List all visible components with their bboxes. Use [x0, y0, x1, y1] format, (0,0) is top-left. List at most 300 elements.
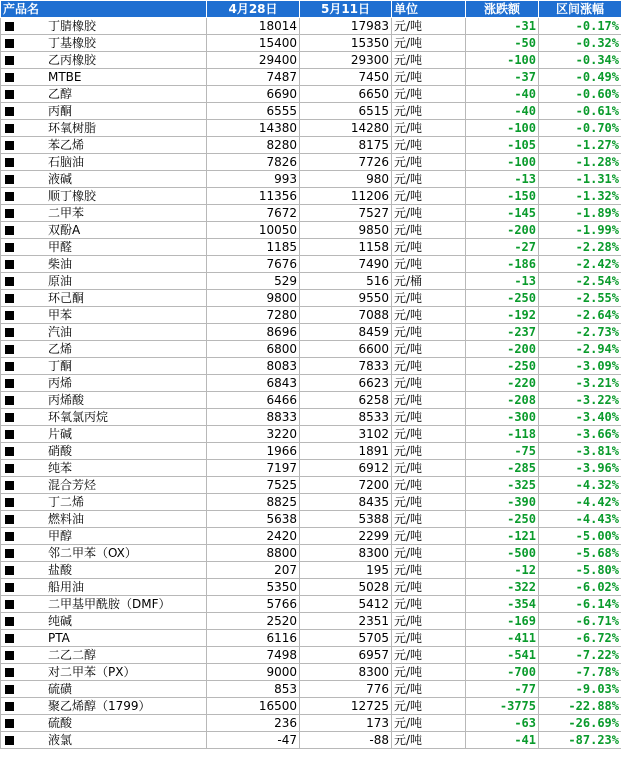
table-row [1, 562, 621, 579]
unit: 元/吨 [392, 358, 466, 375]
square-bullet-icon [5, 651, 14, 660]
unit: 元/吨 [392, 596, 466, 613]
price-may11: 6600 [300, 341, 392, 358]
unit: 元/吨 [392, 681, 466, 698]
price-may11: 2351 [300, 613, 392, 630]
price-apr28: 5638 [207, 511, 300, 528]
product-name-cell [1, 86, 207, 103]
price-apr28: 1185 [207, 239, 300, 256]
header-pct-change: 区间涨幅 [539, 1, 621, 18]
product-name: 纯碱 [48, 614, 73, 628]
product-name-cell [1, 681, 207, 698]
pct-change: -2.94% [539, 341, 621, 358]
product-name-cell [1, 324, 207, 341]
change-amount: -322 [466, 579, 539, 596]
unit: 元/吨 [392, 35, 466, 52]
unit: 元/吨 [392, 460, 466, 477]
price-apr28: 8833 [207, 409, 300, 426]
price-may11: 8175 [300, 137, 392, 154]
product-name: 甲醛 [48, 240, 73, 254]
pct-change: -26.69% [539, 715, 621, 732]
change-amount: -541 [466, 647, 539, 664]
price-may11: 7450 [300, 69, 392, 86]
change-amount: -186 [466, 256, 539, 273]
price-apr28: 8280 [207, 137, 300, 154]
pct-change: -3.66% [539, 426, 621, 443]
price-apr28: 207 [207, 562, 300, 579]
unit: 元/吨 [392, 545, 466, 562]
square-bullet-icon [5, 260, 14, 269]
price-apr28: 853 [207, 681, 300, 698]
table-body [1, 18, 621, 749]
price-may11: 6912 [300, 460, 392, 477]
table-row [1, 256, 621, 273]
pct-change: -7.78% [539, 664, 621, 681]
pct-change: -2.54% [539, 273, 621, 290]
price-apr28: 9800 [207, 290, 300, 307]
product-name: 原油 [48, 274, 73, 288]
change-amount: -250 [466, 290, 539, 307]
price-may11: 7726 [300, 154, 392, 171]
table-row [1, 69, 621, 86]
product-name-cell [1, 273, 207, 290]
pct-change: -9.03% [539, 681, 621, 698]
square-bullet-icon [5, 73, 14, 82]
price-apr28: 15400 [207, 35, 300, 52]
pct-change: -3.22% [539, 392, 621, 409]
unit: 元/吨 [392, 392, 466, 409]
product-name-cell [1, 698, 207, 715]
price-may11: -88 [300, 732, 392, 749]
product-name: 硫磺 [48, 682, 73, 696]
change-amount: -200 [466, 222, 539, 239]
pct-change: -0.61% [539, 103, 621, 120]
pct-change: -3.81% [539, 443, 621, 460]
square-bullet-icon [5, 277, 14, 286]
table-row [1, 137, 621, 154]
square-bullet-icon [5, 345, 14, 354]
unit: 元/吨 [392, 222, 466, 239]
product-name: 二乙二醇 [48, 648, 97, 662]
price-may11: 6623 [300, 375, 392, 392]
price-may11: 9850 [300, 222, 392, 239]
square-bullet-icon [5, 430, 14, 439]
price-apr28: 8696 [207, 324, 300, 341]
product-name: MTBE [48, 70, 82, 84]
pct-change: -6.14% [539, 596, 621, 613]
unit: 元/吨 [392, 664, 466, 681]
product-name-cell [1, 154, 207, 171]
table-row [1, 273, 621, 290]
unit: 元/吨 [392, 477, 466, 494]
product-name-cell [1, 613, 207, 630]
price-may11: 3102 [300, 426, 392, 443]
price-may11: 7833 [300, 358, 392, 375]
product-name-cell [1, 426, 207, 443]
unit: 元/吨 [392, 494, 466, 511]
table-row [1, 52, 621, 69]
pct-change: -4.43% [539, 511, 621, 528]
table-row [1, 188, 621, 205]
pct-change: -0.34% [539, 52, 621, 69]
square-bullet-icon [5, 498, 14, 507]
product-name: 邻二甲苯（OX） [48, 546, 137, 560]
price-may11: 6957 [300, 647, 392, 664]
pct-change: -6.72% [539, 630, 621, 647]
price-may11: 7088 [300, 307, 392, 324]
change-amount: -411 [466, 630, 539, 647]
change-amount: -105 [466, 137, 539, 154]
square-bullet-icon [5, 175, 14, 184]
square-bullet-icon [5, 158, 14, 167]
price-may11: 6650 [300, 86, 392, 103]
price-apr28: 5766 [207, 596, 300, 613]
table-row [1, 154, 621, 171]
pct-change: -5.00% [539, 528, 621, 545]
table-row [1, 222, 621, 239]
square-bullet-icon [5, 549, 14, 558]
product-name: 对二甲苯（PX） [48, 665, 136, 679]
product-name-cell [1, 120, 207, 137]
pct-change: -1.99% [539, 222, 621, 239]
square-bullet-icon [5, 617, 14, 626]
header-unit: 单位 [392, 1, 466, 18]
pct-change: -6.71% [539, 613, 621, 630]
product-name: 二甲苯 [48, 206, 85, 220]
price-may11: 11206 [300, 188, 392, 205]
change-amount: -285 [466, 460, 539, 477]
header-change: 涨跌额 [466, 1, 539, 18]
square-bullet-icon [5, 22, 14, 31]
product-name: 石脑油 [48, 155, 85, 169]
pct-change: -0.17% [539, 18, 621, 35]
product-name: 环氧树脂 [48, 121, 97, 135]
table-row [1, 86, 621, 103]
change-amount: -13 [466, 171, 539, 188]
table-row [1, 103, 621, 120]
table-row [1, 647, 621, 664]
change-amount: -200 [466, 341, 539, 358]
table-row [1, 732, 621, 749]
price-apr28: 6843 [207, 375, 300, 392]
pct-change: -2.42% [539, 256, 621, 273]
square-bullet-icon [5, 583, 14, 592]
unit: 元/吨 [392, 290, 466, 307]
pct-change: -87.23% [539, 732, 621, 749]
change-amount: -325 [466, 477, 539, 494]
product-name-cell [1, 171, 207, 188]
product-name: 乙烯 [48, 342, 73, 356]
pct-change: -3.09% [539, 358, 621, 375]
change-amount: -12 [466, 562, 539, 579]
price-may11: 2299 [300, 528, 392, 545]
table-row [1, 375, 621, 392]
table-row [1, 494, 621, 511]
product-name-cell [1, 511, 207, 528]
product-name: 硫酸 [48, 716, 73, 730]
product-name-cell [1, 596, 207, 613]
unit: 元/吨 [392, 511, 466, 528]
price-may11: 8533 [300, 409, 392, 426]
table-row [1, 511, 621, 528]
price-apr28: 14380 [207, 120, 300, 137]
unit: 元/吨 [392, 52, 466, 69]
pct-change: -6.02% [539, 579, 621, 596]
table-row [1, 35, 621, 52]
change-amount: -250 [466, 511, 539, 528]
pct-change: -0.70% [539, 120, 621, 137]
table-row [1, 596, 621, 613]
product-name: 船用油 [48, 580, 85, 594]
price-apr28: 7676 [207, 256, 300, 273]
pct-change: -0.60% [539, 86, 621, 103]
product-name: 液碱 [48, 172, 73, 186]
header-product-name: 产品名 [1, 1, 207, 18]
price-may11: 8435 [300, 494, 392, 511]
square-bullet-icon [5, 56, 14, 65]
table-row [1, 579, 621, 596]
product-name: 乙丙橡胶 [48, 53, 97, 67]
unit: 元/吨 [392, 69, 466, 86]
product-name: 二甲基甲酰胺（DMF） [48, 597, 171, 611]
unit: 元/吨 [392, 86, 466, 103]
change-amount: -3775 [466, 698, 539, 715]
unit: 元/吨 [392, 613, 466, 630]
change-amount: -150 [466, 188, 539, 205]
pct-change: -1.28% [539, 154, 621, 171]
product-name: 硝酸 [48, 444, 73, 458]
product-name: 环氧氯丙烷 [48, 410, 109, 424]
unit: 元/吨 [392, 528, 466, 545]
price-apr28: 10050 [207, 222, 300, 239]
product-name-cell [1, 409, 207, 426]
square-bullet-icon [5, 532, 14, 541]
table-row [1, 477, 621, 494]
price-apr28: 5350 [207, 579, 300, 596]
change-amount: -63 [466, 715, 539, 732]
square-bullet-icon [5, 685, 14, 694]
price-apr28: 8083 [207, 358, 300, 375]
change-amount: -390 [466, 494, 539, 511]
change-amount: -192 [466, 307, 539, 324]
product-name: 纯苯 [48, 461, 73, 475]
product-name: 汽油 [48, 325, 73, 339]
price-may11: 5388 [300, 511, 392, 528]
change-amount: -31 [466, 18, 539, 35]
product-name-cell [1, 18, 207, 35]
product-name: 丁酮 [48, 359, 73, 373]
square-bullet-icon [5, 311, 14, 320]
change-amount: -100 [466, 120, 539, 137]
unit: 元/吨 [392, 188, 466, 205]
price-apr28: 16500 [207, 698, 300, 715]
square-bullet-icon [5, 294, 14, 303]
price-apr28: 7826 [207, 154, 300, 171]
price-may11: 6258 [300, 392, 392, 409]
unit: 元/吨 [392, 341, 466, 358]
product-name-cell [1, 188, 207, 205]
square-bullet-icon [5, 192, 14, 201]
table-row [1, 307, 621, 324]
product-name: 丙酮 [48, 104, 73, 118]
table-row [1, 630, 621, 647]
square-bullet-icon [5, 481, 14, 490]
price-apr28: 2420 [207, 528, 300, 545]
price-apr28: 7672 [207, 205, 300, 222]
change-amount: -118 [466, 426, 539, 443]
product-name: 甲醇 [48, 529, 73, 543]
price-apr28: 7525 [207, 477, 300, 494]
product-name-cell [1, 137, 207, 154]
unit: 元/吨 [392, 18, 466, 35]
product-name: 丁二烯 [48, 495, 85, 509]
pct-change: -5.80% [539, 562, 621, 579]
price-may11: 173 [300, 715, 392, 732]
product-name-cell [1, 35, 207, 52]
unit: 元/吨 [392, 562, 466, 579]
change-amount: -40 [466, 103, 539, 120]
product-name-cell [1, 358, 207, 375]
product-name: 丁腈橡胶 [48, 19, 97, 33]
table-row [1, 715, 621, 732]
product-name: 苯乙烯 [48, 138, 85, 152]
square-bullet-icon [5, 379, 14, 388]
product-name-cell [1, 52, 207, 69]
square-bullet-icon [5, 328, 14, 337]
table-row [1, 120, 621, 137]
square-bullet-icon [5, 396, 14, 405]
pct-change: -1.31% [539, 171, 621, 188]
square-bullet-icon [5, 736, 14, 745]
pct-change: -4.32% [539, 477, 621, 494]
product-name-cell [1, 307, 207, 324]
square-bullet-icon [5, 464, 14, 473]
pct-change: -3.21% [539, 375, 621, 392]
product-name-cell [1, 460, 207, 477]
square-bullet-icon [5, 447, 14, 456]
square-bullet-icon [5, 39, 14, 48]
pct-change: -4.42% [539, 494, 621, 511]
price-may11: 12725 [300, 698, 392, 715]
price-apr28: 2520 [207, 613, 300, 630]
price-may11: 8459 [300, 324, 392, 341]
header-may11: 5月11日 [300, 1, 392, 18]
price-may11: 516 [300, 273, 392, 290]
unit: 元/吨 [392, 154, 466, 171]
pct-change: -3.96% [539, 460, 621, 477]
change-amount: -300 [466, 409, 539, 426]
price-apr28: 3220 [207, 426, 300, 443]
unit: 元/吨 [392, 715, 466, 732]
price-may11: 980 [300, 171, 392, 188]
square-bullet-icon [5, 226, 14, 235]
price-may11: 7527 [300, 205, 392, 222]
price-apr28: 9000 [207, 664, 300, 681]
change-amount: -237 [466, 324, 539, 341]
price-apr28: 993 [207, 171, 300, 188]
unit: 元/吨 [392, 120, 466, 137]
square-bullet-icon [5, 362, 14, 371]
price-apr28: 7498 [207, 647, 300, 664]
price-apr28: 6466 [207, 392, 300, 409]
change-amount: -37 [466, 69, 539, 86]
price-may11: 8300 [300, 545, 392, 562]
change-amount: -77 [466, 681, 539, 698]
table-row [1, 341, 621, 358]
square-bullet-icon [5, 413, 14, 422]
unit: 元/吨 [392, 647, 466, 664]
product-name-cell [1, 732, 207, 749]
product-name: 聚乙烯醇（1799） [48, 699, 151, 713]
price-may11: 8300 [300, 664, 392, 681]
price-may11: 5705 [300, 630, 392, 647]
product-name-cell [1, 205, 207, 222]
price-apr28: 1966 [207, 443, 300, 460]
change-amount: -50 [466, 35, 539, 52]
price-may11: 1158 [300, 239, 392, 256]
change-amount: -13 [466, 273, 539, 290]
product-name-cell [1, 528, 207, 545]
pct-change: -22.88% [539, 698, 621, 715]
unit: 元/吨 [392, 375, 466, 392]
change-amount: -100 [466, 154, 539, 171]
product-name-cell [1, 375, 207, 392]
change-amount: -500 [466, 545, 539, 562]
price-apr28: -47 [207, 732, 300, 749]
table-row [1, 460, 621, 477]
square-bullet-icon [5, 515, 14, 524]
square-bullet-icon [5, 719, 14, 728]
table-row [1, 545, 621, 562]
price-may11: 7200 [300, 477, 392, 494]
table-row [1, 324, 621, 341]
price-apr28: 11356 [207, 188, 300, 205]
pct-change: -2.73% [539, 324, 621, 341]
product-name: 柴油 [48, 257, 73, 271]
table-row [1, 681, 621, 698]
table-row [1, 613, 621, 630]
table-row [1, 698, 621, 715]
product-name: 混合芳烃 [48, 478, 97, 492]
product-name: 燃料油 [48, 512, 85, 526]
price-may11: 15350 [300, 35, 392, 52]
table-row [1, 392, 621, 409]
unit: 元/吨 [392, 579, 466, 596]
unit: 元/吨 [392, 137, 466, 154]
product-name-cell [1, 239, 207, 256]
product-name-cell [1, 494, 207, 511]
product-name-cell [1, 222, 207, 239]
price-may11: 776 [300, 681, 392, 698]
product-name-cell [1, 103, 207, 120]
change-amount: -250 [466, 358, 539, 375]
price-may11: 29300 [300, 52, 392, 69]
price-may11: 6515 [300, 103, 392, 120]
unit: 元/吨 [392, 239, 466, 256]
unit: 元/吨 [392, 256, 466, 273]
price-apr28: 6690 [207, 86, 300, 103]
square-bullet-icon [5, 668, 14, 677]
price-may11: 14280 [300, 120, 392, 137]
product-name-cell [1, 477, 207, 494]
table-row [1, 443, 621, 460]
price-apr28: 18014 [207, 18, 300, 35]
change-amount: -40 [466, 86, 539, 103]
table-row [1, 426, 621, 443]
price-may11: 17983 [300, 18, 392, 35]
price-apr28: 6116 [207, 630, 300, 647]
unit: 元/桶 [392, 273, 466, 290]
